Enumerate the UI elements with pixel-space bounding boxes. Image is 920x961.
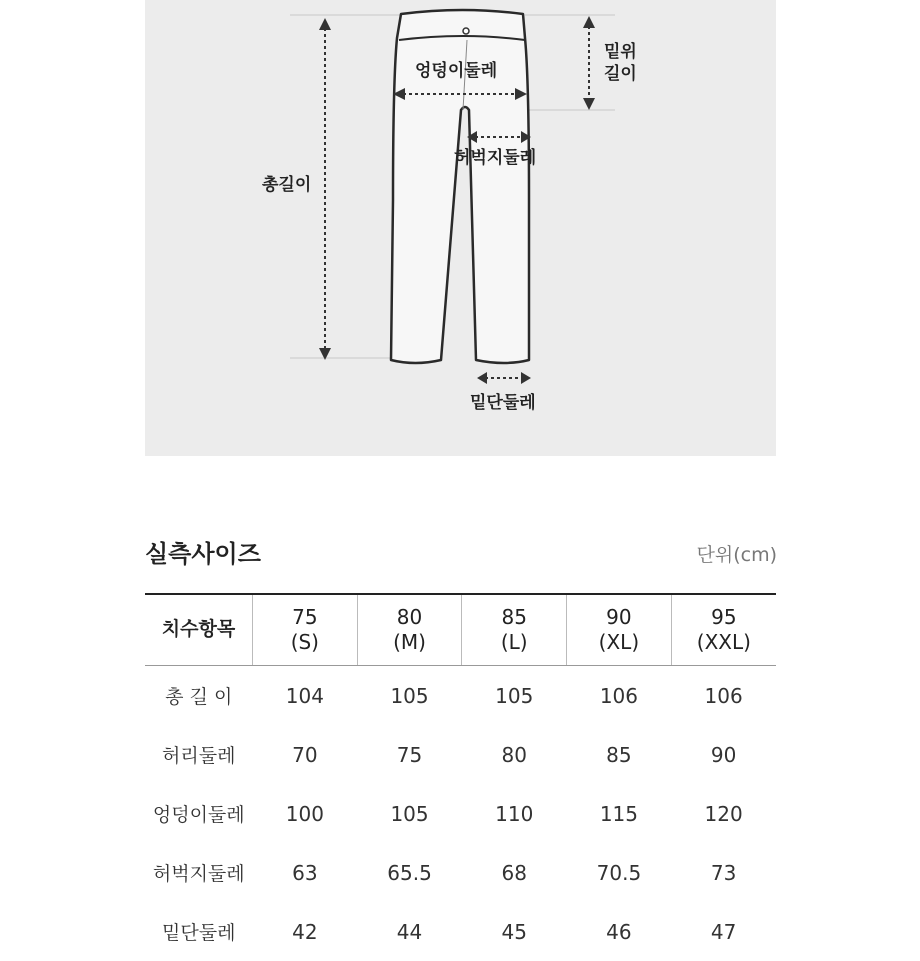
rise-label-line1: 밑위 bbox=[604, 42, 637, 62]
rise-arrow-bottom bbox=[583, 98, 595, 110]
header-item: 치수항목 bbox=[145, 594, 253, 666]
hem-arrow-right bbox=[521, 372, 531, 384]
table-cell: 80 bbox=[501, 742, 527, 767]
table-cell: 110 bbox=[495, 801, 534, 826]
table-row bbox=[145, 784, 776, 843]
size-table bbox=[145, 593, 776, 961]
pants-diagram-panel bbox=[145, 0, 776, 456]
hem-arrow-left bbox=[477, 372, 487, 384]
row-label: 허리둘레 bbox=[162, 745, 236, 767]
table-row bbox=[145, 666, 776, 726]
header-size-85: 85 (L) bbox=[462, 594, 567, 666]
header-size-90: 90 (XL) bbox=[567, 594, 672, 666]
table-cell: 46 bbox=[606, 919, 632, 944]
hem-label: 밑단둘레 bbox=[470, 393, 536, 413]
header-size-75: 75 (S) bbox=[253, 594, 358, 666]
total-length-label: 총길이 bbox=[262, 175, 312, 195]
table-row bbox=[145, 725, 776, 784]
table-cell: 70 bbox=[292, 742, 318, 767]
row-label: 총 길 이 bbox=[165, 686, 233, 708]
table-cell: 120 bbox=[704, 801, 743, 826]
header-size-95: 95 (XXL) bbox=[671, 594, 776, 666]
table-cell: 65.5 bbox=[387, 860, 432, 885]
table-cell: 90 bbox=[710, 742, 737, 767]
table-cell: 73 bbox=[710, 860, 737, 885]
table-cell: 42 bbox=[292, 919, 318, 944]
table-cell: 105 bbox=[390, 801, 429, 826]
table-cell: 105 bbox=[495, 683, 534, 708]
table-row bbox=[145, 843, 776, 902]
total-length-arrow-top bbox=[319, 18, 331, 30]
row-label: 허벅지둘레 bbox=[152, 863, 245, 885]
table-cell: 75 bbox=[396, 742, 423, 767]
table-cell: 47 bbox=[710, 919, 737, 944]
table-cell: 70.5 bbox=[596, 860, 642, 885]
table-cell: 106 bbox=[599, 683, 638, 708]
table-cell: 68 bbox=[501, 860, 527, 885]
table-cell: 115 bbox=[599, 801, 638, 826]
row-label: 밑단둘레 bbox=[162, 922, 236, 944]
button-icon bbox=[463, 28, 469, 34]
table-header-row bbox=[145, 594, 776, 666]
table-cell: 100 bbox=[285, 801, 324, 826]
table-cell: 104 bbox=[285, 683, 324, 708]
row-label: 엉덩이둘레 bbox=[152, 804, 245, 826]
section-title: 실측사이즈 bbox=[145, 540, 261, 568]
table-row bbox=[145, 902, 776, 961]
rise-label-line2: 길이 bbox=[604, 64, 637, 84]
table-cell: 85 bbox=[606, 742, 632, 767]
thigh-label: 허벅지둘레 bbox=[454, 148, 537, 168]
table-cell: 44 bbox=[396, 919, 423, 944]
table-cell: 45 bbox=[501, 919, 527, 944]
hip-label: 엉덩이둘레 bbox=[415, 61, 498, 81]
header-size-80: 80 (M) bbox=[357, 594, 462, 666]
table-cell: 63 bbox=[292, 860, 318, 885]
rise-arrow-top bbox=[583, 16, 595, 28]
unit-label: 단위(cm) bbox=[696, 544, 777, 566]
table-cell: 106 bbox=[704, 683, 743, 708]
table-cell: 105 bbox=[390, 683, 429, 708]
